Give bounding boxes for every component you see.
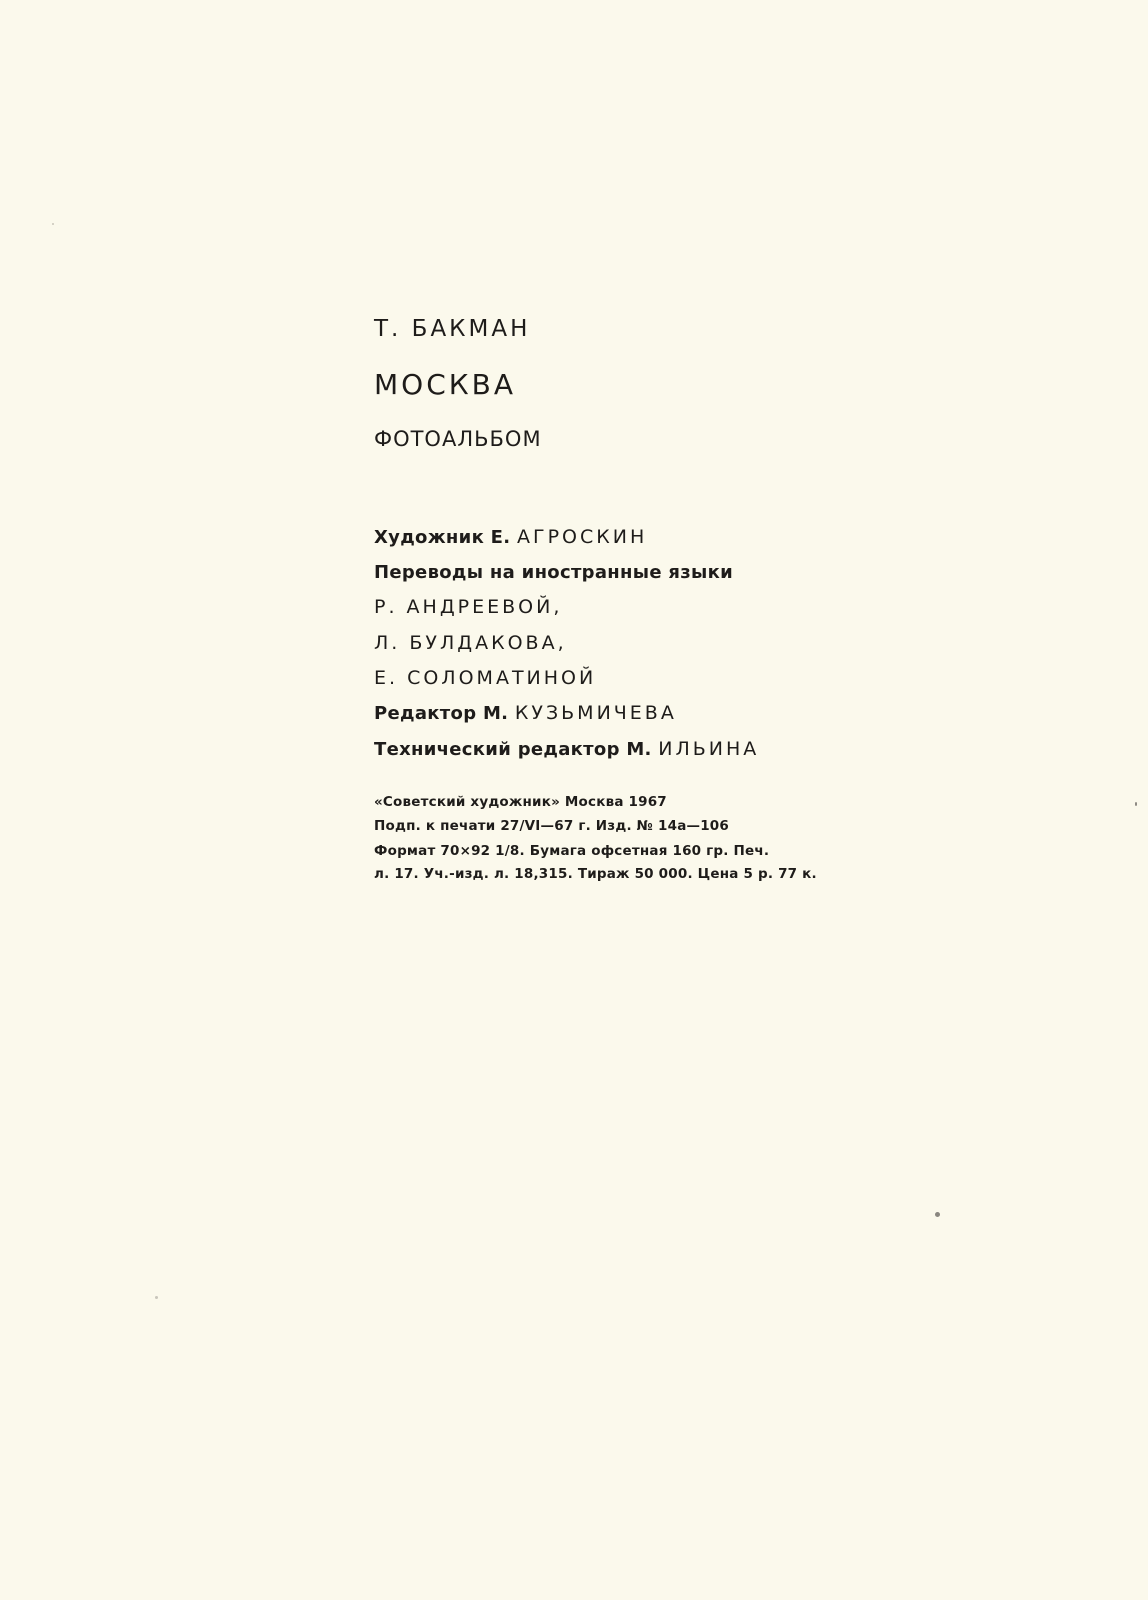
tech-editor-credit <box>374 738 759 760</box>
tech-editor-prefix: Технический редактор М. <box>374 739 652 760</box>
tech-editor-name: ИЛЬИНА <box>658 738 760 760</box>
imprint-line: л. 17. Уч.-изд. л. 18,315. Тираж 50 000. Цена 5 р. 77 к. <box>374 866 817 882</box>
artist-prefix: Художник Е. <box>374 527 511 548</box>
book-subtitle: ФОТОАЛЬБОМ <box>374 427 542 451</box>
imprint-line: Подп. к печати 27/VI—67 г. Изд. № 14а—106 <box>374 818 729 834</box>
translator-3-name: Е. СОЛОМАТИНОЙ <box>374 667 597 689</box>
paper-speck <box>52 223 54 225</box>
book-title: МОСКВА <box>374 368 516 401</box>
editor-credit <box>374 702 677 724</box>
translator-2 <box>374 632 567 654</box>
translator-3 <box>374 667 596 689</box>
author-name: Т. БАКМАН <box>374 316 531 342</box>
paper-speck <box>1135 802 1137 806</box>
editor-name: КУЗЬМИЧЕВА <box>514 702 677 724</box>
translations-label: Переводы на иностранные языки <box>374 562 734 583</box>
editor-prefix: Редактор М. <box>374 703 509 724</box>
imprint-line: «Советский художник» Москва 1967 <box>374 794 667 810</box>
artist-name: АГРОСКИН <box>516 526 648 548</box>
imprint-line: Формат 70×92 1/8. Бумага офсетная 160 гр. Печ. <box>374 843 770 859</box>
paper-speck <box>935 1212 940 1217</box>
translator-1 <box>374 596 562 618</box>
paper-speck <box>155 1296 158 1299</box>
translator-1-name: Р. АНДРЕЕВОЙ, <box>374 596 563 618</box>
artist-credit <box>374 526 647 548</box>
translator-2-name: Л. БУЛДАКОВА, <box>374 632 567 654</box>
